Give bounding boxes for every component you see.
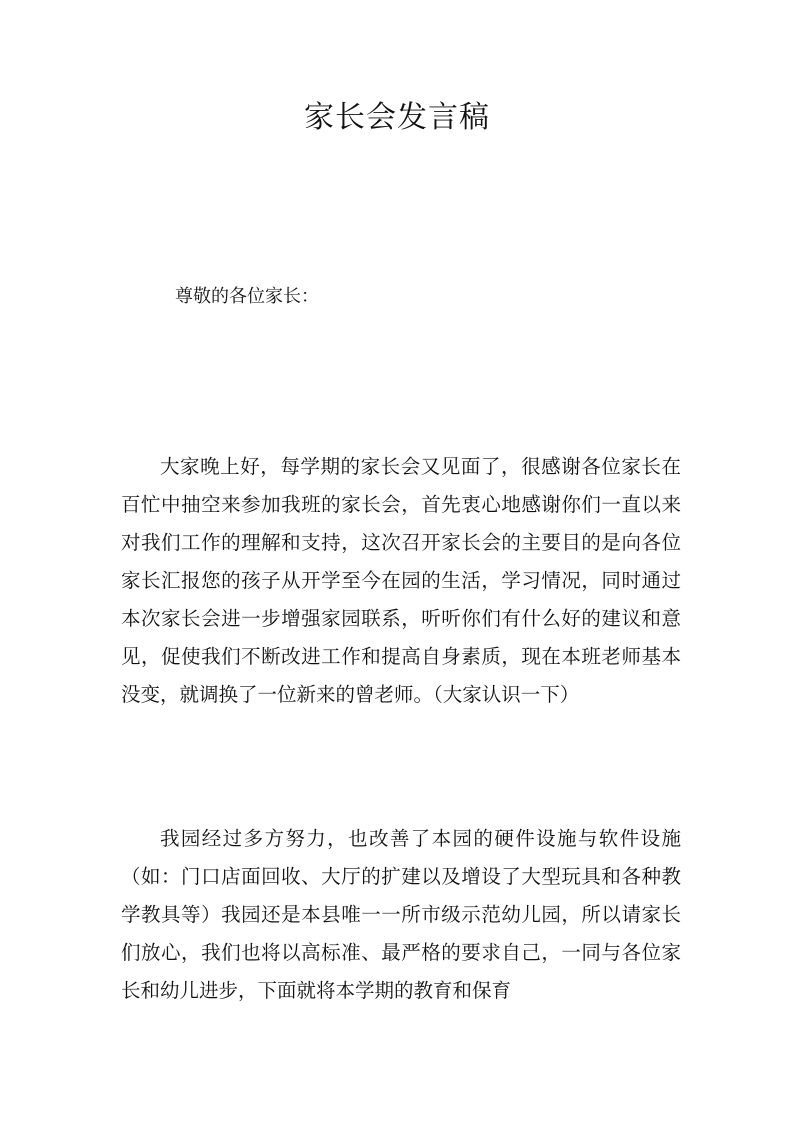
paragraph-1: 大家晚上好，每学期的家长会又见面了，很感谢各位家长在百忙中抽空来参加我班的家长会，首先衷心地感谢你们一直以来对我们工作的理解和支持，这次召开家长会的主要目的是向各位家长汇报您的孩子从开学至今在园的生活，学习情况，同时通过本次家长会进一步增强家园联系，听听你们有什么好的建议和意见，促使我们不断改进工作和提高自身素质，现在本班老师基本没变，就调换了一位新来的曾老师。（大家认识一下） xyxy=(121,455,681,706)
salutation: 尊敬的各位家长： xyxy=(175,286,319,307)
paragraph-2: 我园经过多方努力，也改善了本园的硬件设施与软件设施（如：门口店面回收、大厅的扩建以及增设了大型玩具和各种教学教具等）我园还是本县唯一一所市级示范幼儿园，所以请家长们放心，我们也将以高标准、最严格的要求自己，一同与各位家长和幼儿进步，下面就将本学期的教育和保育 xyxy=(121,827,681,1002)
document-title: 家长会发言稿 xyxy=(304,100,490,135)
